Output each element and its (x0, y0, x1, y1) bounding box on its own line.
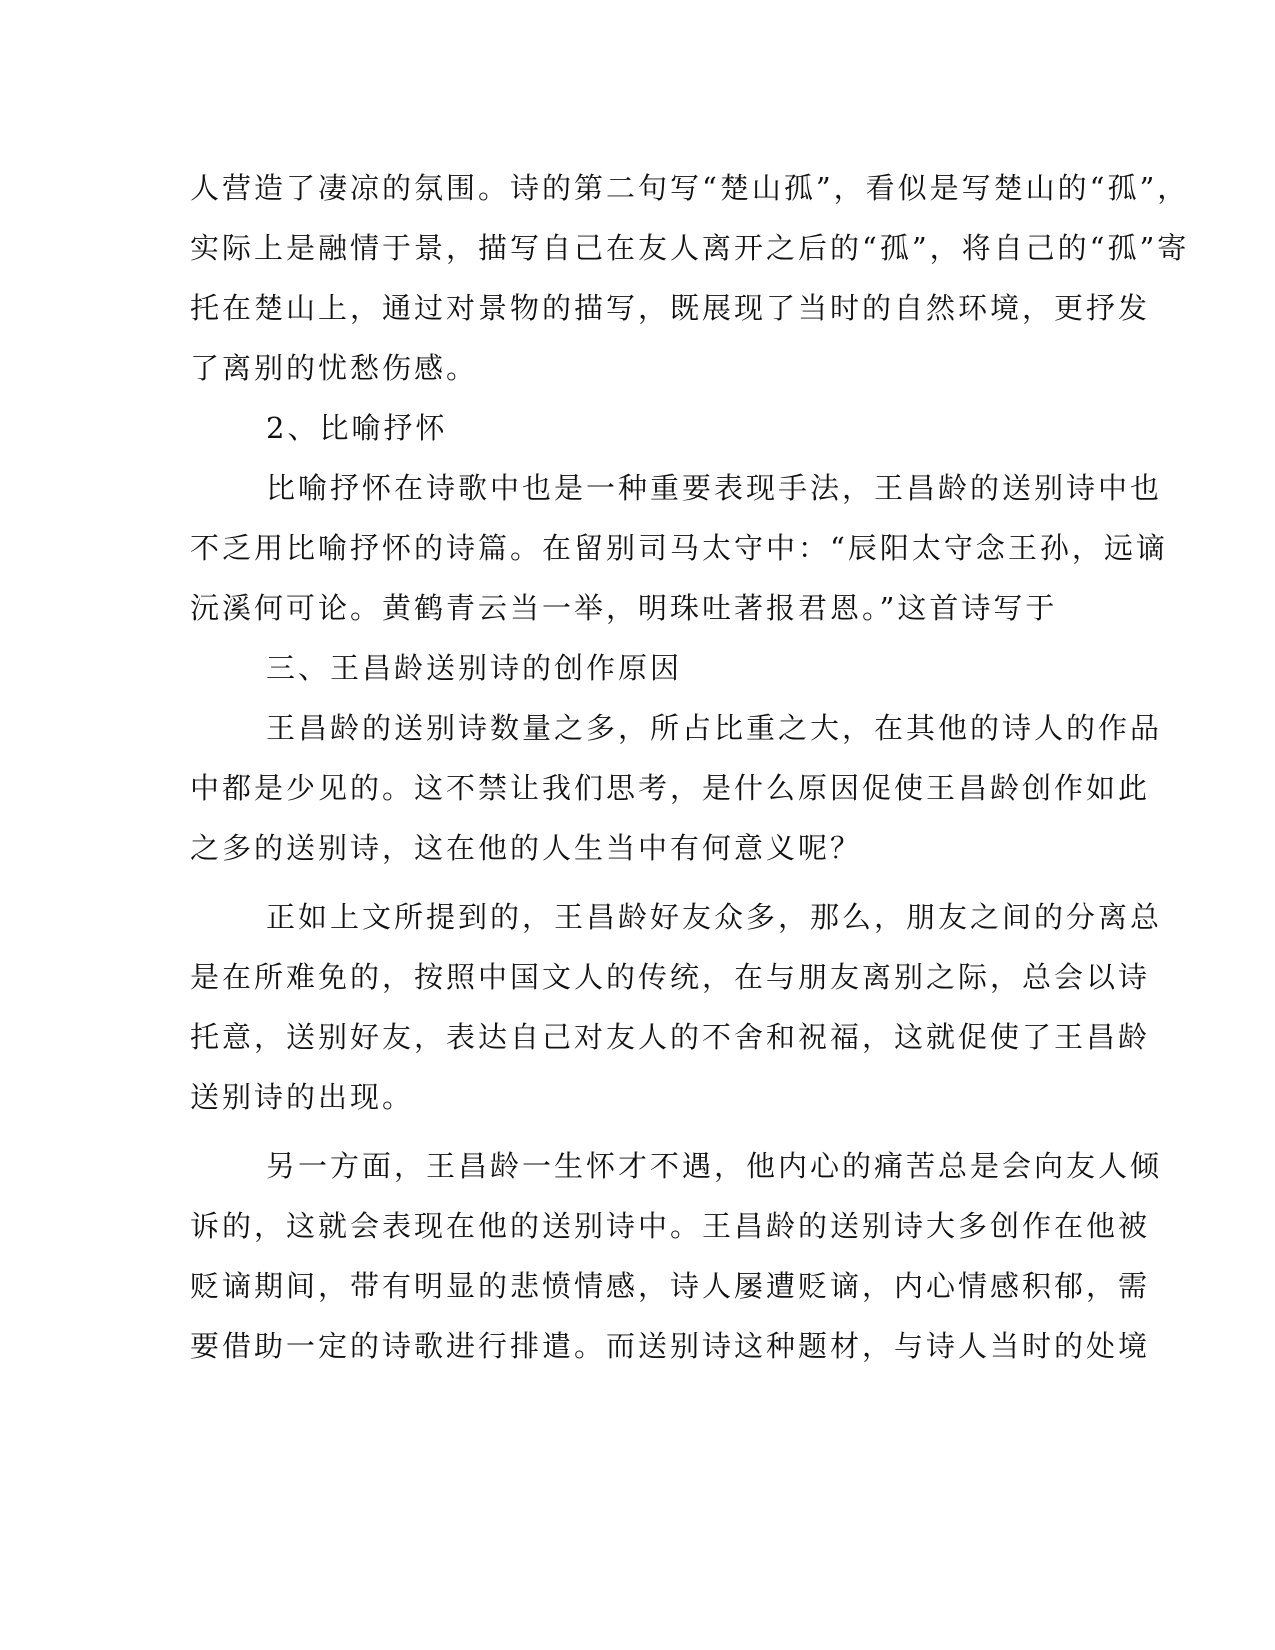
paragraph-gap (190, 878, 1090, 887)
body-text (190, 158, 1190, 1376)
text-line: 不乏用比喻抒怀的诗篇。在留别司马太守中：“辰阳太守念王孙，远谪 (190, 531, 1168, 565)
text-line: 实际上是融情于景，描写自己在友人离开之后的“孤”，将自己的“孤”寄 (190, 231, 1190, 265)
section-heading: 2、比喻抒怀 (266, 411, 448, 445)
text-line: 诉的，这就会表现在他的送别诗中。王昌龄的送别诗大多创作在他被 (190, 1209, 1151, 1243)
text-line: 之多的送别诗，这在他的人生当中有何意义呢？ (190, 831, 863, 865)
text-line: 送别诗的出现。 (190, 1080, 415, 1114)
text-line: 要借助一定的诗歌进行排遣。而送别诗这种题材，与诗人当时的处境 (190, 1329, 1151, 1363)
text-line: 托意，送别好友，表达自己对友人的不舍和祝福，这就促使了王昌龄 (190, 1020, 1151, 1054)
text-line: 是在所难免的，按照中国文人的传统，在与朋友离别之际，总会以诗 (190, 960, 1151, 994)
text-line: 另一方面，王昌龄一生怀才不遇，他内心的痛苦总是会向友人倾 (266, 1149, 1163, 1183)
text-line: 沅溪何可论。黄鹤青云当一举，明珠吐著报君恩。”这首诗写于 (190, 591, 1058, 625)
text-line: 托在楚山上，通过对景物的描写，既展现了当时的自然环境，更抒发 (190, 291, 1151, 325)
text-line: 正如上文所提到的，王昌龄好友众多，那么，朋友之间的分离总 (266, 900, 1163, 934)
text-line: 了离别的忧愁伤感。 (190, 351, 479, 385)
text-line: 中都是少见的。这不禁让我们思考，是什么原因促使王昌龄创作如此 (190, 771, 1151, 805)
paragraph-gap (190, 1127, 1090, 1136)
text-line: 人营造了凄凉的氛围。诗的第二句写“楚山孤”，看似是写楚山的“孤”， (190, 171, 1190, 205)
text-line: 贬谪期间，带有明显的悲愤情感，诗人屡遭贬谪，内心情感积郁，需 (190, 1269, 1151, 1303)
section-heading: 三、王昌龄送别诗的创作原因 (266, 651, 683, 685)
text-line: 王昌龄的送别诗数量之多，所占比重之大，在其他的诗人的作品 (266, 711, 1163, 745)
text-line: 比喻抒怀在诗歌中也是一种重要表现手法，王昌龄的送别诗中也 (266, 471, 1163, 505)
